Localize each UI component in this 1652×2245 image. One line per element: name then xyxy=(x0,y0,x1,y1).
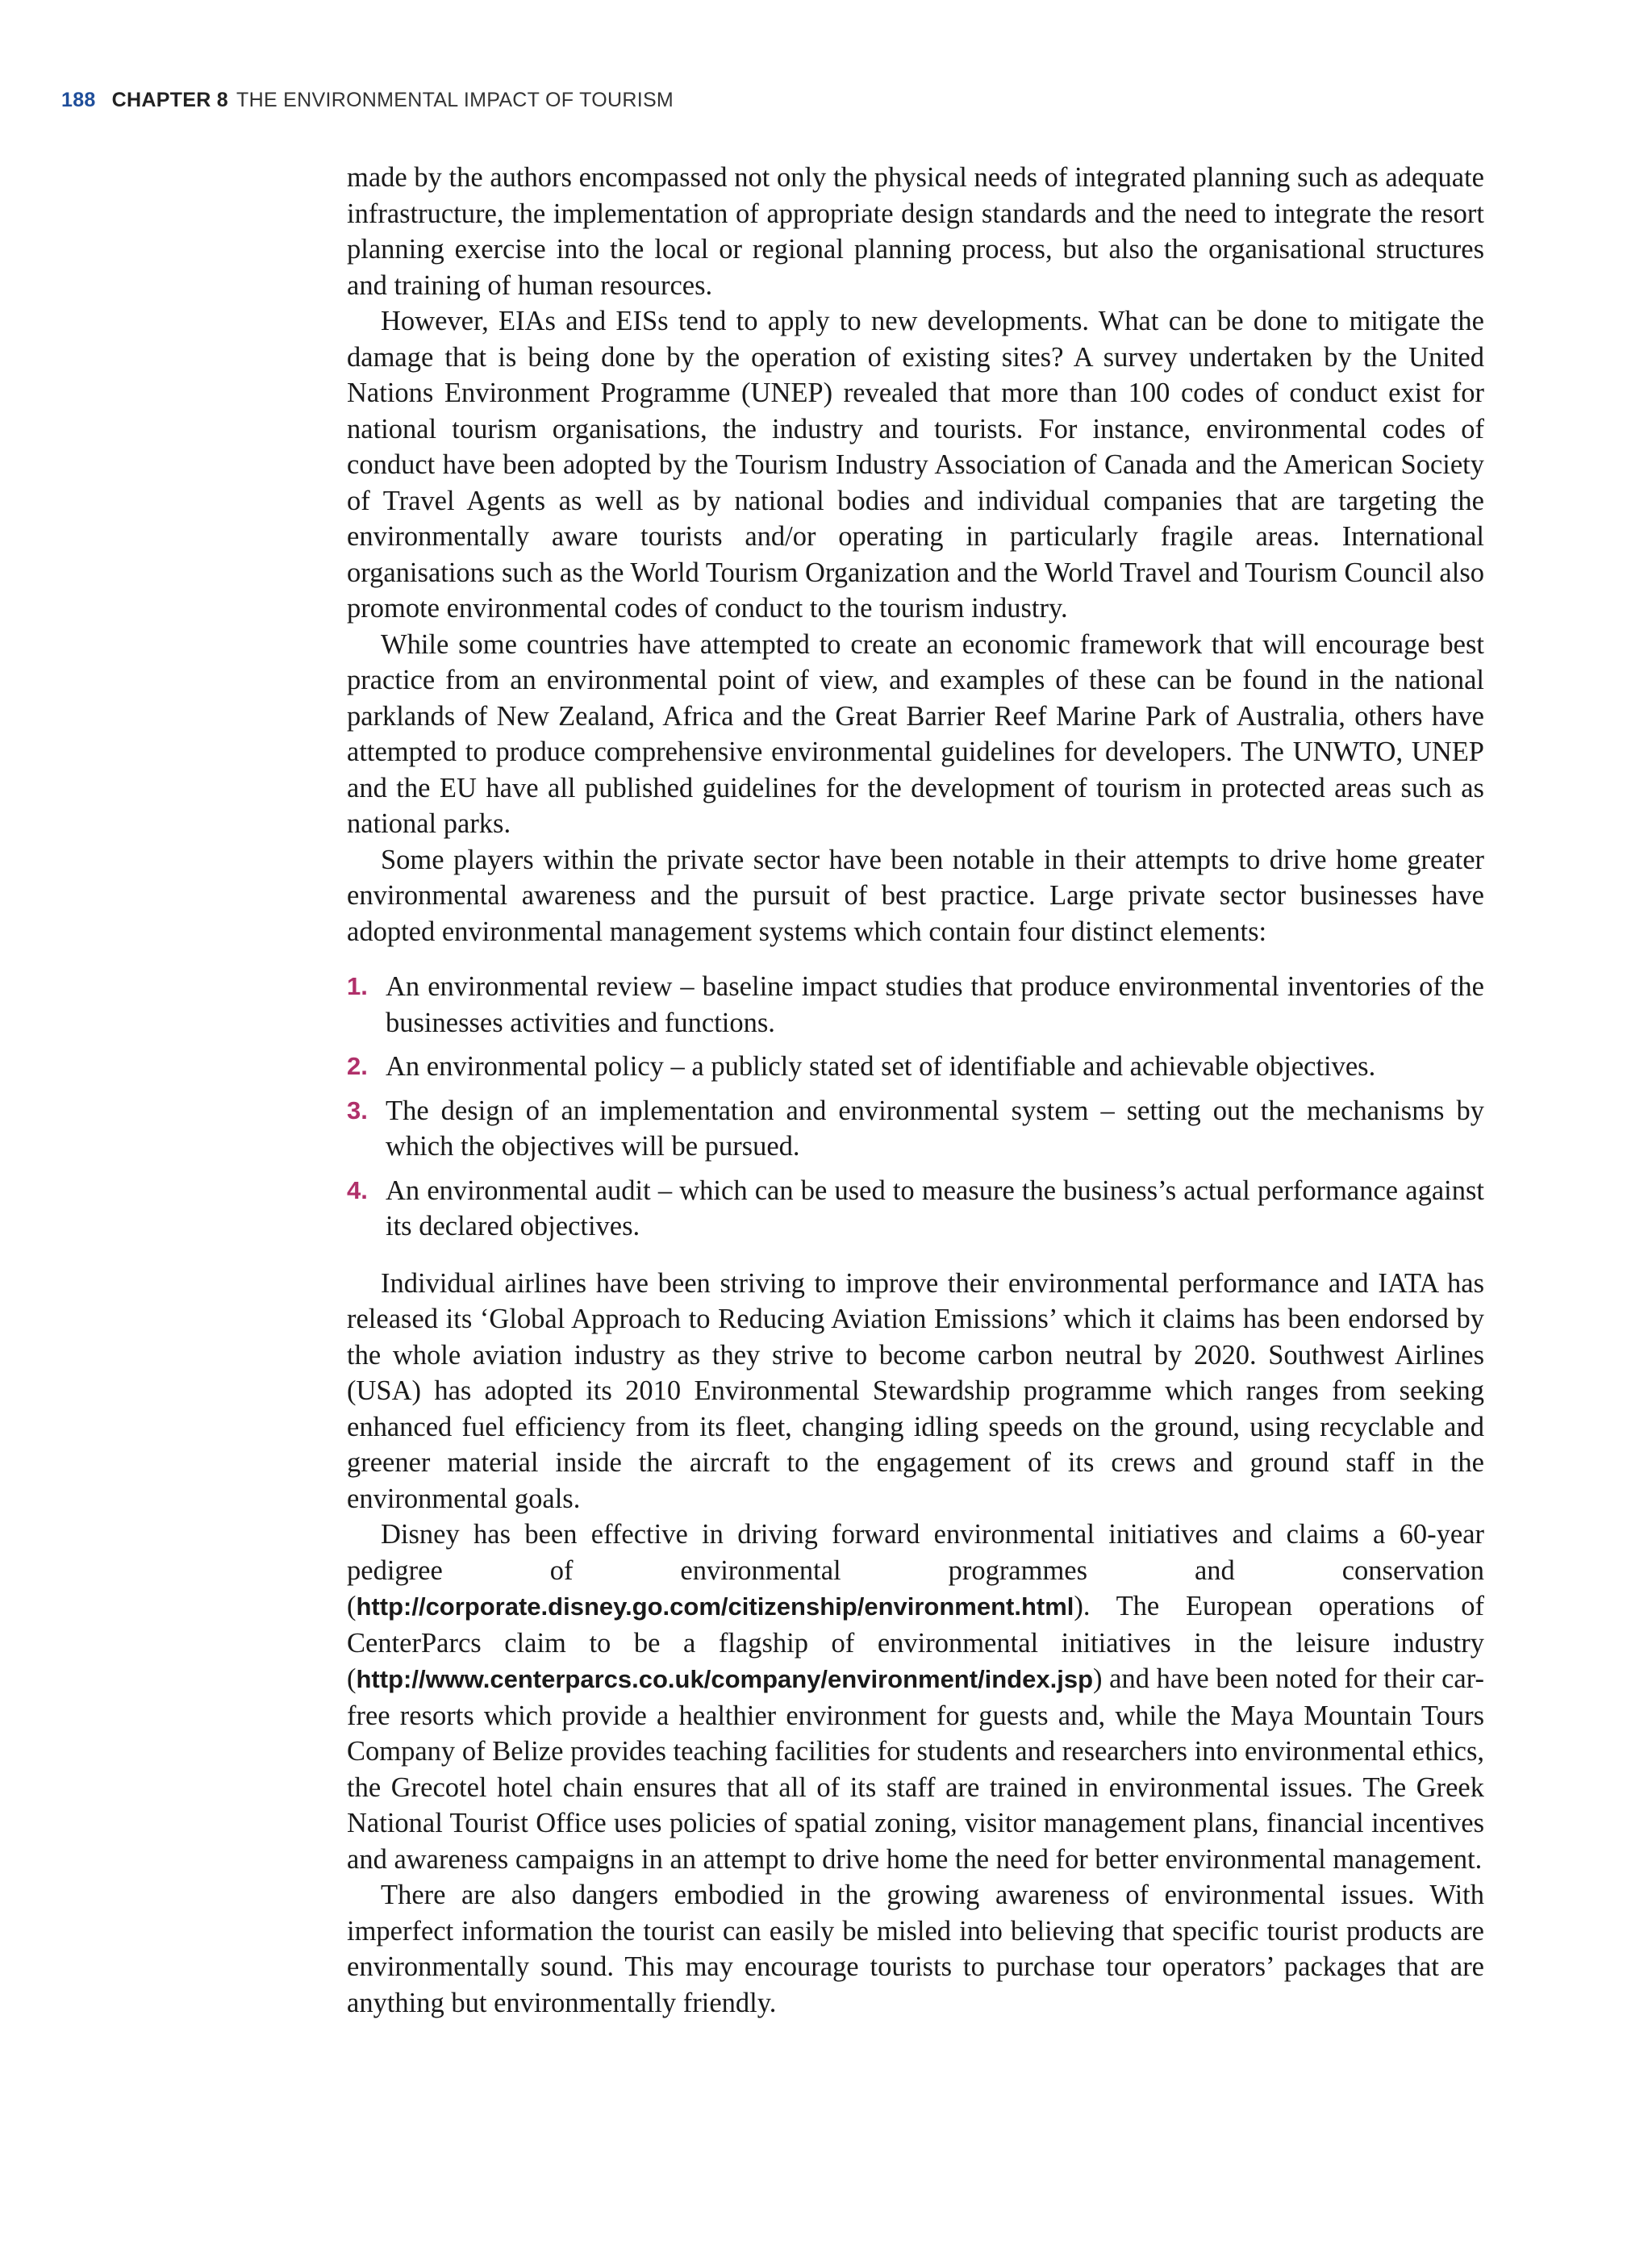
paragraph-disney-text-c: ) and have been noted for their car-free resorts which provide a healthier environment for guests and, while the Maya Mountain Tours Company of Belize provides teaching facilities for students and researchers into environmental ethics, the Grecotel hotel chain ensures that all of its staff are trained in environmental issues. The Greek National Tourist Office uses policies of spatial zoning, visitor management plans, financial incentives and awareness campaigns in an attempt to drive home the need for better environmental management. xyxy=(347,1663,1484,1875)
list-item-number: 4. xyxy=(347,1175,368,1204)
paragraph-disney-text-a: Disney has been effective in driving forward environmental initiatives and claims a 60-year pedigree of environmental programmes and conservation ( xyxy=(347,1519,1484,1621)
paragraph-disney-centerparcs xyxy=(347,1517,1484,1877)
list-item-text: The design of an implementation and environmental system – setting out the mechanisms by which the objectives will be pursued. xyxy=(386,1095,1484,1162)
paragraph-continuation: made by the authors encompassed not only the physical needs of integrated planning such as adequate infrastructure, the implementation of appropriate design standards and the need to integrate the resort planning exercise into the local or regional planning process, but also the organisational structures and training of human resources. xyxy=(347,162,1484,301)
main-text xyxy=(347,160,1484,2021)
chapter-title: THE ENVIRONMENTAL IMPACT OF TOURISM xyxy=(236,89,674,111)
paragraph-airlines: Individual airlines have been striving to improve their environmental performance and IATA has released its ‘Global Approach to Reducing Aviation Emissions’ which it claims has been endorsed by the whole aviation industry as they strive to become carbon neutral by 2020. Southwest Airlines (USA) has adopted its 2010 Environmental Stewardship programme which ranges from seeking enhanced fuel efficiency from its fleet, changing idling speeds on the ground, using recyclable and greener material inside the aircraft to the engagement of its crews and ground staff in the environmental goals. xyxy=(347,1267,1484,1514)
disney-url-link[interactable]: http://corporate.disney.go.com/citizenship/environment.html xyxy=(356,1592,1074,1621)
list-item xyxy=(347,1173,1484,1245)
paragraph-economic-framework: While some countries have attempted to create an economic framework that will encourage best practice from an environmental point of view, and examples of these can be found in the national parklands of New Zealand, Africa and the Great Barrier Reef Marine Park of Australia, others have attempted to produce comprehensive environmental guidelines for developers. The UNWTO, UNEP and the EU have all published guidelines for the development of tourism in protected areas such as national parks. xyxy=(347,628,1484,839)
paragraph-private-sector: Some players within the private sector have been notable in their attempts to drive home greater environmental awareness and the pursuit of best practice. Large private sector businesses have adopted environmental management systems which contain four distinct elements: xyxy=(347,844,1484,947)
centerparcs-url-link[interactable]: http://www.centerparcs.co.uk/company/environment/index.jsp xyxy=(356,1665,1094,1693)
list-item-number: 3. xyxy=(347,1095,368,1125)
list-item-text: An environmental review – baseline impact studies that produce environmental inventories of the businesses activities and functions. xyxy=(386,971,1484,1038)
chapter-label: CHAPTER 8 xyxy=(111,89,229,111)
list-item xyxy=(347,1093,1484,1165)
list-item-number: 1. xyxy=(347,972,368,1000)
page-number: 188 xyxy=(61,89,96,111)
paragraph-disney-text-b: ). The European operations of CenterParcs claim to be a flagship of environmental initiatives in the leisure industry ( xyxy=(347,1591,1484,1694)
list-item xyxy=(347,1049,1484,1085)
paragraph-dangers: There are also dangers embodied in the growing awareness of environmental issues. With imperfect information the tourist can easily be misled into believing that specific tourist products are environmentally sound. This may encourage tourists to purchase tour operators’ packages that are anything but environmentally friendly. xyxy=(347,1880,1484,2018)
list-item-text: An environmental policy – a publicly stated set of identifiable and achievable objectives. xyxy=(386,1051,1376,1082)
list-item-text: An environmental audit – which can be used to measure the business’s actual performance against its declared objectives. xyxy=(386,1175,1484,1241)
elements-list xyxy=(347,969,1484,1245)
paragraph-codes-of-conduct: However, EIAs and EISs tend to apply to new developments. What can be done to mitigate the damage that is being done by the operation of existing sites? A survey undertaken by the United Nations Environment Programme (UNEP) revealed that more than 100 codes of conduct exist for national tourism organisations, the industry and tourists. For instance, environmental codes of conduct have been adopted by the Tourism Industry Association of Canada and the American Society of Travel Agents as well as by national bodies and individual companies that are targeting the environmentally aware tourists and/or operating in particularly fragile areas. International organisations such as the World Tourism Organization and the World Travel and Tourism Council also promote environmental codes of conduct to the tourism industry. xyxy=(347,306,1484,624)
list-item xyxy=(347,969,1484,1041)
list-item-number: 2. xyxy=(347,1052,368,1080)
running-header xyxy=(61,89,674,112)
